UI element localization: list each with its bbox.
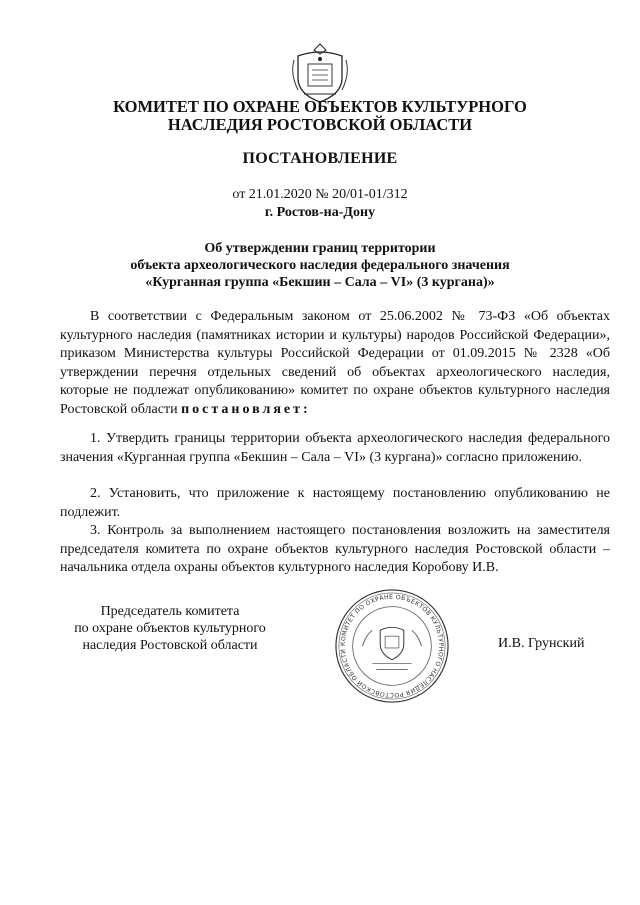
preamble-text: В соответствии с Федеральным законом от 25.06.2002 № 73-ФЗ «Об объектах культурного наследия (памятниках истории и культуры) народов Российской Федерации», приказом Министерства культуры Российской Федерации от 01.09.2015 № 2328 «Об утверждении перечня отдельных сведений об объектах археологического наследия, которые не подлежат опубликованию» комитет по охране объектов культурного наследия Ростовской области [60,309,610,417]
official-seal-icon [333,587,451,705]
document-city: г. Ростов-на-Дону [264,205,376,220]
signer-title-line-2: по охране объектов культурного [74,621,266,636]
decree-word: постановляет: [181,401,311,417]
signer-name: И.В. Грунский [498,636,585,651]
signer-title-line-1: Председатель комитета [100,604,240,619]
subject-line-3: «Курганная группа «Бекшин – Сала – VI» (3 кургана)» [145,275,495,290]
item-1-paragraph: 1. Утвердить границы территории объекта археологического наследия федерального значения «Курганная группа «Бекшин – Сала – VI» (3 кургана)» согласно приложению. [60,431,610,465]
document-subject [60,240,580,291]
item-3-paragraph: 3. Контроль за выполнением настоящего постановления возложить на заместителя председателя комитета по охране объектов культурного наследия Ростовской области – начальника отдела охраны объектов культурного наследия Коробову И.В. [60,523,610,575]
org-line-1: КОМИТЕТ ПО ОХРАНЕ ОБЪЕКТОВ КУЛЬТУРНОГО [113,97,527,116]
organization-name [60,98,580,134]
signer-title-line-3: наследия Ростовской области [82,638,258,653]
item-2-paragraph: 2. Установить, что приложение к настоящему постановлению опубликованию не подлежит. [60,486,610,520]
preamble-paragraph [60,308,610,419]
document-type: ПОСТАНОВЛЕНИЕ [242,150,398,167]
org-line-2: НАСЛЕДИЯ РОСТОВСКОЙ ОБЛАСТИ [167,115,473,134]
subject-line-2: объекта археологического наследия федерального значения [130,258,510,273]
signer-title [60,603,280,654]
subject-line-1: Об утверждении границ территории [204,241,436,256]
svg-text:КОМИТЕТ ПО ОХРАНЕ ОБЪЕКТОВ КУЛ [340,594,445,698]
seal-text: КОМИТЕТ ПО ОХРАНЕ ОБЪЕКТОВ КУЛЬТУРНОГО НАСЛЕДИЯ РОСТОВСКОЙ ОБЛАСТИ [339,593,445,699]
document-date-number: от 21.01.2020 № 20/01-01/312 [232,187,408,202]
